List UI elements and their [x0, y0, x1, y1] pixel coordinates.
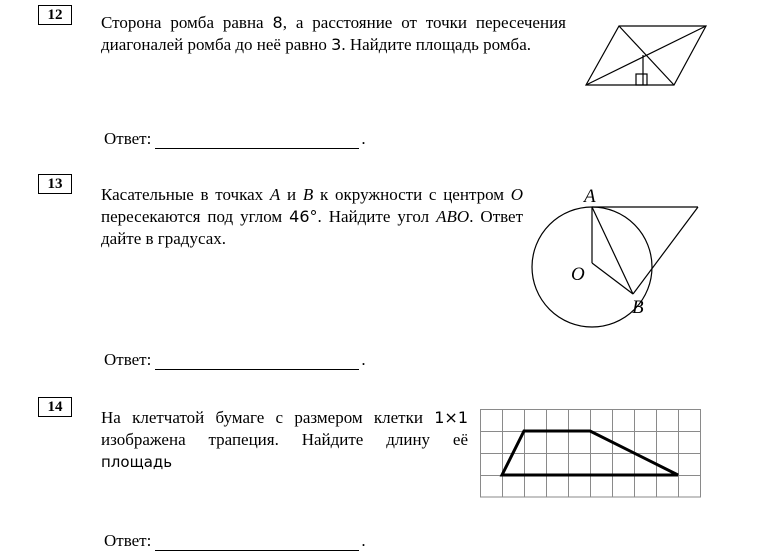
chord-ab — [592, 207, 633, 294]
circle-tangents-figure — [525, 185, 725, 318]
problem-13-text — [101, 184, 523, 250]
rhombus-side-value: 8 — [272, 13, 283, 32]
distance-value: 3 — [331, 35, 342, 54]
problem-13-text-part5: . Найдите угол — [317, 207, 430, 226]
problem-13-text-part3: к окружности с центром — [320, 185, 505, 204]
problem-12-text-part1: Сторона ромба равна — [101, 13, 264, 32]
answer-13-field[interactable] — [155, 353, 359, 370]
tangent-b — [633, 207, 698, 294]
answer-13-period: . — [361, 350, 366, 369]
angle-abo-ref: ABO — [436, 207, 470, 226]
answer-12-label: Ответ: — [104, 129, 152, 148]
label-o: O — [571, 264, 585, 285]
radius-ob — [592, 263, 633, 294]
point-o-ref: O — [510, 185, 524, 204]
problem-14-text — [101, 407, 468, 473]
problem-number-14: 14 — [38, 397, 72, 417]
label-b: B — [632, 297, 644, 318]
answer-14 — [104, 531, 366, 551]
problem-13-text-part6: . Ответ дайте в градусах. — [101, 207, 524, 248]
right-angle-mark — [636, 74, 647, 85]
answer-12 — [104, 129, 366, 149]
problem-number-12: 12 — [38, 5, 72, 25]
cell-size-value: 1×1 — [434, 408, 468, 427]
label-a: A — [584, 186, 596, 207]
problem-13-text-part4: пересекаются под углом — [101, 207, 283, 226]
point-a-ref: A — [269, 185, 281, 204]
answer-12-field[interactable] — [155, 132, 359, 149]
answer-14-label: Ответ: — [104, 531, 152, 550]
problem-13-text-part2: и — [287, 185, 297, 204]
problem-number-13: 13 — [38, 174, 72, 194]
rhombus-figure — [585, 25, 710, 88]
problem-14-text-part1: На клетчатой бумаге с размером клетки — [101, 408, 423, 427]
problem-14-text-part2: изображена трапеция. Найдите длину её — [101, 430, 468, 449]
rhombus-diagonal-2 — [586, 26, 706, 85]
problem-12-text — [101, 12, 566, 56]
answer-12-period: . — [361, 129, 366, 148]
grid-trapezoid-figure — [480, 409, 702, 499]
problem-12-text-part2: , а расстояние от точки пересечения диагоналей ромба до неё равно — [101, 13, 566, 54]
problem-12-text-part3: . Найдите площадь ромба. — [341, 35, 531, 54]
answer-14-period: . — [361, 531, 366, 550]
angle-value: 46° — [289, 207, 318, 226]
answer-13-label: Ответ: — [104, 350, 152, 369]
answer-13 — [104, 350, 366, 370]
answer-14-field[interactable] — [155, 534, 359, 551]
problem-14-text-part3: площадь — [101, 453, 173, 471]
problem-13-text-part1: Касательные в точках — [101, 185, 264, 204]
point-b-ref: B — [302, 185, 314, 204]
